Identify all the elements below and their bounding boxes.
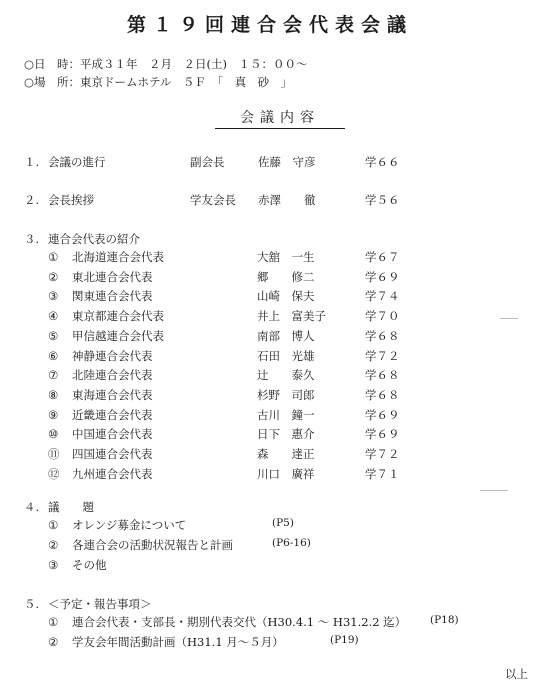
report-page: (P19) (330, 634, 359, 646)
rep-name: 大舘 一生 (257, 250, 315, 264)
rep-grade: 学６８ (365, 387, 400, 402)
report-text: 学友会年間活動計画（H31.1 月～５月） (72, 635, 284, 649)
item-number: ３. (24, 232, 40, 246)
document-title: 第１９回連合会代表会議 (126, 14, 413, 36)
rep-mark: ⑪ (48, 447, 60, 461)
rep-name: 日下 惠介 (257, 427, 315, 442)
item-number: ５. (24, 597, 40, 611)
report-item (48, 634, 359, 650)
item-number: １. (24, 155, 40, 169)
agenda-topic (48, 537, 311, 553)
rep-mark: ⑧ (48, 387, 59, 402)
topic-mark: ① (48, 518, 59, 532)
representative-row (48, 446, 428, 462)
agenda-item-4 (24, 499, 94, 515)
item-role: 副会長 (190, 155, 225, 169)
rep-org: 東京都連合会代表 (72, 309, 164, 324)
rep-org: 関東連合会代表 (72, 289, 153, 304)
rep-grade: 学７４ (365, 289, 400, 304)
representative-row (48, 249, 428, 265)
representative-row (48, 308, 428, 324)
item-title: 会議の進行 (48, 155, 106, 169)
rep-org: 北海道連合会代表 (72, 250, 164, 264)
rep-grade: 学７２ (365, 348, 400, 363)
agenda-topic (48, 557, 107, 573)
rep-name: 郷 修二 (257, 269, 315, 284)
report-item (48, 614, 459, 630)
representative-row (48, 466, 428, 482)
agenda-topic (48, 517, 294, 533)
rep-name: 石田 光雄 (257, 348, 315, 363)
report-mark: ① (48, 615, 59, 629)
place-value: 東京ドームホテル ５Ｆ 「 真 砂 」 (80, 75, 293, 89)
rep-mark: ① (48, 250, 59, 264)
rep-org: 東海連合会代表 (72, 387, 153, 402)
representative-row (48, 328, 428, 344)
rep-grade: 学６９ (365, 269, 400, 284)
representative-row (48, 288, 428, 304)
meeting-place (24, 74, 292, 90)
rep-org: 神静連合会代表 (72, 348, 153, 363)
item-number: ２. (24, 193, 40, 207)
report-page: (P18) (430, 614, 459, 626)
meeting-date (24, 56, 307, 72)
topic-text: その他 (72, 558, 107, 572)
rep-mark: ⑨ (48, 407, 59, 422)
rep-mark: ⑩ (48, 427, 59, 442)
rep-grade: 学７２ (365, 447, 400, 461)
rep-grade: 学６８ (365, 328, 400, 343)
representative-row (48, 387, 428, 403)
rep-mark: ③ (48, 289, 59, 304)
section-heading: 会議内容 (215, 107, 345, 129)
date-value: 平成３１年 ２月 ２日(土) １５：００～ (80, 57, 308, 71)
agenda-item-5 (24, 596, 152, 612)
date-label: ○日 時： (24, 57, 81, 71)
topic-page: (P5) (272, 517, 294, 529)
rep-org: 近畿連合会代表 (72, 407, 153, 422)
representative-row (48, 269, 428, 285)
rep-name: 山崎 保夫 (257, 289, 315, 304)
scan-smudge (500, 318, 518, 319)
rep-org: 甲信越連合会代表 (72, 328, 164, 343)
rep-name: 杉野 司郎 (257, 387, 315, 402)
representative-row (48, 426, 428, 442)
agenda-item-1 (24, 154, 444, 170)
closing-mark: 以上 (505, 667, 528, 681)
rep-name: 辻 泰久 (257, 368, 315, 383)
item-person: 赤澤 徹 (258, 193, 316, 207)
item-title: ＜予定・報告事項＞ (48, 597, 152, 611)
item-title: 議 題 (48, 500, 94, 514)
rep-mark: ⑦ (48, 368, 59, 383)
item-role: 学友会長 (190, 193, 236, 207)
topic-text: オレンジ募金について (72, 518, 187, 532)
rep-org: 九州連合会代表 (72, 466, 153, 481)
rep-name: 森 達正 (257, 447, 315, 461)
item-number: ４. (24, 500, 40, 514)
agenda-item-3 (24, 231, 140, 247)
rep-mark: ④ (48, 309, 59, 324)
report-mark: ② (48, 635, 59, 649)
scan-smudge (480, 490, 508, 491)
agenda-item-2 (24, 192, 444, 208)
rep-name: 南部 博人 (257, 328, 315, 343)
item-person: 佐藤 守彦 (258, 155, 316, 169)
rep-grade: 学６９ (365, 407, 400, 422)
representative-row (48, 348, 428, 364)
rep-mark: ② (48, 269, 59, 284)
item-grade: 学５６ (365, 193, 400, 207)
rep-name: 井上 富美子 (257, 309, 326, 324)
item-grade: 学６６ (365, 155, 400, 169)
rep-mark: ⑥ (48, 348, 59, 363)
rep-org: 東北連合会代表 (72, 269, 153, 284)
place-label: ○場 所： (24, 75, 81, 89)
representative-row (48, 407, 428, 423)
report-text: 連合会代表・支部長・期別代表交代（H30.4.1 ～ H31.2.2 迄） (72, 615, 407, 629)
representative-row (48, 367, 428, 383)
rep-grade: 学６８ (365, 368, 400, 383)
rep-mark: ⑫ (48, 466, 60, 481)
topic-text: 各連合会の活動状況報告と計画 (72, 538, 233, 552)
rep-org: 北陸連合会代表 (72, 368, 153, 383)
topic-mark: ③ (48, 558, 59, 572)
item-title: 会長挨拶 (48, 193, 94, 207)
rep-grade: 学６９ (365, 427, 400, 442)
topic-page: (P6-16) (272, 537, 311, 549)
item-title: 連合会代表の紹介 (48, 232, 140, 246)
rep-org: 四国連合会代表 (72, 447, 153, 461)
rep-grade: 学６７ (365, 250, 400, 264)
rep-name: 川口 廣祥 (257, 466, 315, 481)
rep-grade: 学７１ (365, 466, 400, 481)
topic-mark: ② (48, 538, 59, 552)
rep-grade: 学７０ (365, 309, 400, 324)
rep-org: 中国連合会代表 (72, 427, 153, 442)
rep-name: 古川 鐘一 (257, 407, 315, 422)
rep-mark: ⑤ (48, 328, 59, 343)
